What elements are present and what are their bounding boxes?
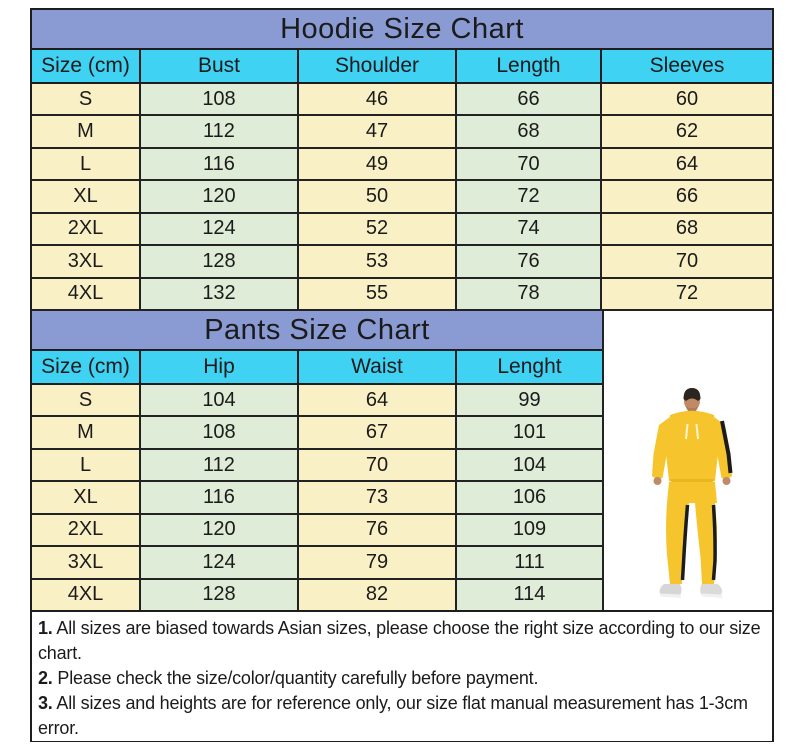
hoodie-size-table <box>32 10 772 311</box>
length-cell: 66 <box>457 84 602 114</box>
table-row <box>32 385 602 417</box>
tracksuit-model-image <box>604 313 772 610</box>
hoodie-col-shoulder: Shoulder <box>299 50 457 82</box>
pants-chart-title: Pants Size Chart <box>32 311 602 351</box>
waist-cell: 76 <box>299 515 457 545</box>
note-text: Please check the size/color/quantity carefully before payment. <box>52 668 539 688</box>
size-cell: 2XL <box>32 515 141 545</box>
notes-section <box>32 610 772 741</box>
bust-cell: 128 <box>141 246 299 276</box>
shoulder-cell: 52 <box>299 214 457 244</box>
size-cell: 4XL <box>32 580 141 610</box>
pants-header-row <box>32 351 602 385</box>
hip-cell: 112 <box>141 450 299 480</box>
pants-col-lenght: Lenght <box>457 351 602 383</box>
length-cell: 76 <box>457 246 602 276</box>
note-text: All sizes and heights are for reference only, our size flat manual measurement has 1-3cm error. <box>38 693 748 738</box>
sleeves-cell: 66 <box>602 181 772 211</box>
pants-table-rows <box>32 385 602 610</box>
size-cell: 3XL <box>32 246 141 276</box>
table-row <box>32 417 602 449</box>
hip-cell: 128 <box>141 580 299 610</box>
table-row <box>32 246 772 278</box>
note-line <box>38 691 764 741</box>
bust-cell: 112 <box>141 116 299 146</box>
hoodie-col-size: Size (cm) <box>32 50 141 82</box>
table-row <box>32 547 602 579</box>
size-chart-board <box>30 8 774 742</box>
length-cell: 70 <box>457 149 602 179</box>
hoodie-col-sleeves: Sleeves <box>602 50 772 82</box>
lenght-cell: 104 <box>457 450 602 480</box>
shoulder-cell: 47 <box>299 116 457 146</box>
table-row <box>32 482 602 514</box>
length-cell: 74 <box>457 214 602 244</box>
waist-cell: 67 <box>299 417 457 447</box>
lenght-cell: 101 <box>457 417 602 447</box>
note-number: 2. <box>38 668 53 688</box>
table-row <box>32 279 772 311</box>
lenght-cell: 109 <box>457 515 602 545</box>
shoulder-cell: 49 <box>299 149 457 179</box>
bust-cell: 120 <box>141 181 299 211</box>
note-number: 3. <box>38 693 53 713</box>
hip-cell: 108 <box>141 417 299 447</box>
size-cell: L <box>32 450 141 480</box>
table-row <box>32 149 772 181</box>
note-line <box>38 616 764 666</box>
hoodie-chart-title: Hoodie Size Chart <box>32 10 772 50</box>
table-row <box>32 515 602 547</box>
hoodie-col-bust: Bust <box>141 50 299 82</box>
sleeves-cell: 68 <box>602 214 772 244</box>
table-row <box>32 84 772 116</box>
length-cell: 72 <box>457 181 602 211</box>
note-line <box>38 666 764 691</box>
bust-cell: 124 <box>141 214 299 244</box>
hoodie-header-row <box>32 50 772 84</box>
sleeves-cell: 60 <box>602 84 772 114</box>
lenght-cell: 106 <box>457 482 602 512</box>
size-cell: XL <box>32 181 141 211</box>
shoulder-cell: 50 <box>299 181 457 211</box>
waist-cell: 79 <box>299 547 457 577</box>
waist-cell: 82 <box>299 580 457 610</box>
product-photo <box>602 311 772 610</box>
size-cell: 3XL <box>32 547 141 577</box>
pants-col-size: Size (cm) <box>32 351 141 383</box>
sleeves-cell: 70 <box>602 246 772 276</box>
size-cell: 2XL <box>32 214 141 244</box>
bust-cell: 108 <box>141 84 299 114</box>
waist-cell: 73 <box>299 482 457 512</box>
hoodie-col-length: Length <box>457 50 602 82</box>
pants-col-hip: Hip <box>141 351 299 383</box>
shoulder-cell: 53 <box>299 246 457 276</box>
size-cell: S <box>32 385 141 415</box>
sleeves-cell: 64 <box>602 149 772 179</box>
note-number: 1. <box>38 618 53 638</box>
shoulder-cell: 46 <box>299 84 457 114</box>
table-row <box>32 450 602 482</box>
waist-cell: 64 <box>299 385 457 415</box>
table-row <box>32 214 772 246</box>
pants-col-waist: Waist <box>299 351 457 383</box>
lenght-cell: 99 <box>457 385 602 415</box>
waist-cell: 70 <box>299 450 457 480</box>
lenght-cell: 111 <box>457 547 602 577</box>
size-cell: XL <box>32 482 141 512</box>
bust-cell: 132 <box>141 279 299 309</box>
size-cell: S <box>32 84 141 114</box>
pants-size-table <box>32 311 602 610</box>
hip-cell: 124 <box>141 547 299 577</box>
size-cell: M <box>32 116 141 146</box>
table-row <box>32 580 602 610</box>
length-cell: 78 <box>457 279 602 309</box>
size-cell: M <box>32 417 141 447</box>
bust-cell: 116 <box>141 149 299 179</box>
sleeves-cell: 62 <box>602 116 772 146</box>
size-cell: 4XL <box>32 279 141 309</box>
table-row <box>32 181 772 213</box>
table-row <box>32 116 772 148</box>
hip-cell: 120 <box>141 515 299 545</box>
note-text: All sizes are biased towards Asian sizes, please choose the right size according to our size chart. <box>38 618 761 663</box>
shoulder-cell: 55 <box>299 279 457 309</box>
pants-section <box>32 311 772 610</box>
hip-cell: 104 <box>141 385 299 415</box>
hip-cell: 116 <box>141 482 299 512</box>
sleeves-cell: 72 <box>602 279 772 309</box>
lenght-cell: 114 <box>457 580 602 610</box>
hoodie-table-rows <box>32 84 772 311</box>
length-cell: 68 <box>457 116 602 146</box>
size-cell: L <box>32 149 141 179</box>
